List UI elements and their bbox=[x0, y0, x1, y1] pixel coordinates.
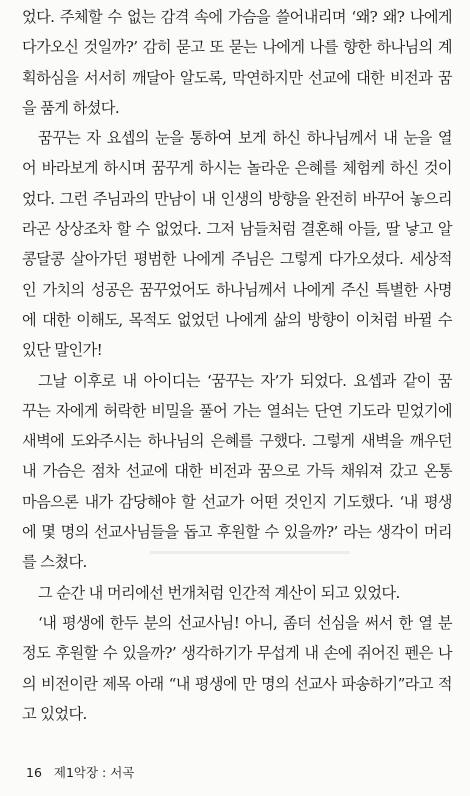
text-line: 획하심을 서서히 깨달아 알도록, 막연하지만 선교에 대한 비전과 꿈 bbox=[22, 68, 452, 87]
text-line: 어 바라보게 하시며 꿈꾸게 하시는 놀라운 은혜를 체험케 하신 것이 bbox=[22, 159, 452, 178]
text-line: 내 가슴은 점차 선교에 대한 비전과 꿈으로 가득 채워져 갔고 온통 bbox=[22, 462, 452, 481]
bleed-through-line bbox=[150, 551, 350, 554]
text-line: 었다. 그런 주님과의 만남이 내 인생의 방향을 완전히 바꾸어 놓으리 bbox=[22, 189, 452, 208]
text-line: 마음으론 내가 감당해야 할 선교가 어떤 것인지 기도했다. ‘내 평생 bbox=[22, 492, 452, 511]
text-line: 꿈꾸는 자 요셉의 눈을 통하여 보게 하신 하나님께서 내 눈을 열 bbox=[38, 129, 452, 148]
text-line: 에 몇 명의 선교사님들을 돕고 후원할 수 있을까?’ 라는 생각이 머리 bbox=[22, 523, 452, 542]
page-number: 16 bbox=[26, 765, 42, 780]
text-line: 새벽에 도와주시는 하나님의 은혜를 구했다. 그렇게 새벽을 깨우던 bbox=[22, 432, 452, 451]
text-line: 의 비전이란 제목 아래 “내 평생에 만 명의 선교사 파송하기”라고 적 bbox=[22, 674, 452, 693]
chapter-title: 제1악장 : 서곡 bbox=[53, 765, 135, 780]
text-line: 정도 후원할 수 있을까?’ 생각하기가 무섭게 내 손에 쥐어진 펜은 나 bbox=[22, 644, 452, 663]
text-line: 있단 말인가! bbox=[22, 341, 103, 360]
text-line: 에 대한 이해도, 목적도 없었던 나에게 삶의 방향이 이처럼 바뀔 수 bbox=[22, 310, 452, 329]
text-line: 그날 이후로 내 아이디는 ‘꿈꾸는 자’가 되었다. 요셉과 같이 꿈 bbox=[38, 371, 452, 390]
body-text bbox=[22, 2, 452, 729]
text-line: 를 스쳤다. bbox=[22, 553, 87, 572]
text-line: 인 가치의 성공은 꿈꾸었어도 하나님께서 나에게 주신 특별한 사명 bbox=[22, 280, 452, 299]
text-line: 라곤 상상조차 할 수 없었다. 그저 남들처럼 결혼해 아들, 딸 낳고 알 bbox=[22, 220, 452, 239]
text-line: 고 있었다. bbox=[22, 704, 87, 723]
text-line: 다가오신 것일까?’ 감히 묻고 또 묻는 나에게 나를 향한 하나님의 계 bbox=[22, 38, 452, 57]
page-footer bbox=[26, 763, 134, 781]
text-line: 을 품게 하셨다. bbox=[22, 98, 120, 117]
text-line: ‘내 평생에 한두 분의 선교사님! 아니, 좀더 선심을 써서 한 열 분 bbox=[38, 613, 452, 632]
text-line: 그 순간 내 머리에선 번개처럼 인간적 계산이 되고 있었다. bbox=[38, 583, 400, 602]
text-line: 꾸는 자에게 허락한 비밀을 풀어 가는 열쇠는 단연 기도라 믿었기에 bbox=[22, 401, 452, 420]
text-line: 콩달콩 살아가던 평범한 나에게 주님은 그렇게 다가오셨다. 세상적 bbox=[22, 250, 452, 269]
text-line: 었다. 주체할 수 없는 감격 속에 가슴을 쓸어내리며 ‘왜? 왜? 나에게 bbox=[22, 8, 452, 26]
